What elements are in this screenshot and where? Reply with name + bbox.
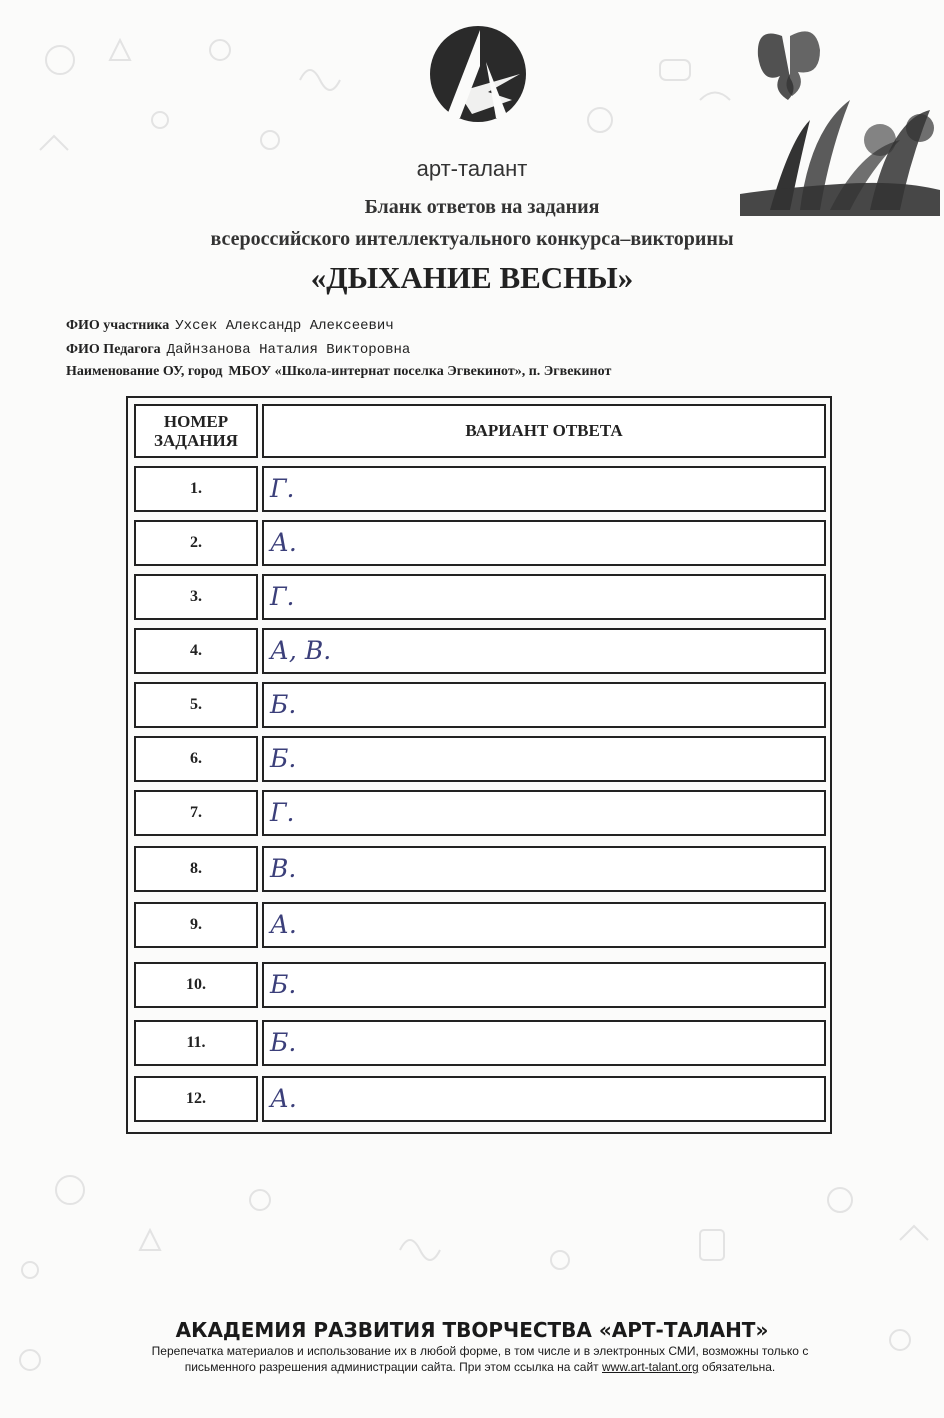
handwritten-answer: А.	[270, 1084, 297, 1113]
task-number: 9.	[134, 902, 258, 948]
copyright-line2	[80, 1360, 880, 1374]
answer-cell[interactable]	[262, 682, 826, 728]
answer-cell[interactable]	[262, 790, 826, 836]
table-row	[134, 902, 826, 948]
handwritten-answer: Б.	[270, 1028, 297, 1057]
table-row	[134, 466, 826, 512]
answer-cell[interactable]	[262, 520, 826, 566]
participant-label: ФИО участника	[66, 318, 170, 333]
handwritten-answer: Г.	[270, 798, 295, 827]
copyright-line1: Перепечатка материалов и использование их в любой форме, в том числе и в электронных СМИ, возможны только с	[151, 1344, 809, 1358]
handwritten-answer: Г.	[270, 582, 295, 611]
answer-cell[interactable]	[262, 628, 826, 674]
participant-value: Ухсек Александр Алексеевич	[175, 318, 394, 334]
handwritten-answer: Г.	[270, 474, 295, 503]
handwritten-answer: В.	[270, 854, 297, 883]
table-row	[134, 520, 826, 566]
task-number: 4.	[134, 628, 258, 674]
handwritten-answer: А.	[270, 528, 297, 557]
contest-title: «ДЫХАНИЕ ВЕСНЫ»	[310, 260, 634, 295]
school-value: МБОУ «Школа-интернат поселка Эгвекинот», п. Эгвекинот	[228, 364, 612, 379]
table-row	[134, 846, 826, 892]
task-number: 10.	[134, 962, 258, 1008]
table-row	[134, 962, 826, 1008]
column-header-number-line1: НОМЕР	[163, 412, 229, 431]
answer-cell[interactable]	[262, 1076, 826, 1122]
copyright-text-end: обязательна.	[702, 1360, 776, 1374]
school-label: Наименование ОУ, город	[66, 364, 223, 379]
handwritten-answer: Б.	[270, 744, 297, 773]
handwritten-answer: Б.	[270, 970, 297, 999]
brand-name: арт-талант	[416, 156, 528, 181]
participant-name-line	[66, 318, 394, 334]
column-header-number	[134, 404, 258, 458]
table-row	[134, 682, 826, 728]
art-talant-logo	[428, 22, 528, 140]
answer-cell[interactable]	[262, 902, 826, 948]
table-row	[134, 628, 826, 674]
task-number: 7.	[134, 790, 258, 836]
table-row	[134, 574, 826, 620]
form-title-line1: Бланк ответов на задания	[364, 196, 600, 218]
table-row	[134, 790, 826, 836]
task-number: 3.	[134, 574, 258, 620]
table-row	[134, 1076, 826, 1122]
school-line	[66, 364, 611, 380]
task-number: 5.	[134, 682, 258, 728]
handwritten-answer: А, В.	[270, 636, 332, 665]
answer-cell[interactable]	[262, 1020, 826, 1066]
task-number: 6.	[134, 736, 258, 782]
handwritten-answer: Б.	[270, 690, 297, 719]
task-number: 11.	[134, 1020, 258, 1066]
site-link[interactable]: www.art-talant.org	[602, 1360, 699, 1374]
task-number: 12.	[134, 1076, 258, 1122]
table-row	[134, 736, 826, 782]
column-header-answer: ВАРИАНТ ОТВЕТА	[262, 404, 826, 458]
table-row	[134, 1020, 826, 1066]
task-number: 1.	[134, 466, 258, 512]
task-number: 8.	[134, 846, 258, 892]
task-number: 2.	[134, 520, 258, 566]
column-header-number-line2: ЗАДАНИЯ	[154, 431, 238, 450]
handwritten-answer: А.	[270, 910, 297, 939]
teacher-name-line	[66, 342, 410, 358]
answer-cell[interactable]	[262, 736, 826, 782]
answer-cell[interactable]	[262, 846, 826, 892]
answer-cell[interactable]	[262, 962, 826, 1008]
answer-cell[interactable]	[262, 574, 826, 620]
form-title-line2: всероссийского интеллектуального конкурса–викторины	[210, 228, 734, 250]
teacher-value: Дайнзанова Наталия Викторовна	[166, 342, 411, 358]
butterfly-flowers-illustration	[740, 20, 940, 216]
teacher-label: ФИО Педагога	[66, 342, 161, 357]
copyright-text: письменного разрешения администрации сайта. При этом ссылка на сайт	[184, 1360, 599, 1374]
academy-name: АКАДЕМИЯ РАЗВИТИЯ ТВОРЧЕСТВА «АРТ-ТАЛАНТ»	[175, 1318, 769, 1342]
answer-cell[interactable]	[262, 466, 826, 512]
